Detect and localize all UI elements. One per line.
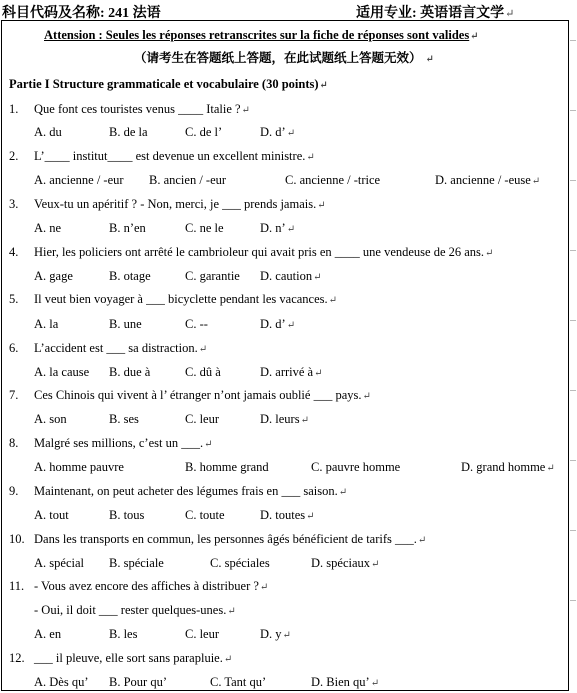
margin-tick: [570, 110, 576, 111]
question-text-content: Malgré ses millions, c’est un ___.: [34, 436, 204, 450]
margin-tick: [570, 250, 576, 251]
attention-chinese-text: （请考生在答题纸上答题，在此试题纸上答题无效）: [134, 51, 422, 65]
answer-option-text: B. une: [109, 317, 142, 331]
question-text: [34, 435, 212, 453]
question-text: [34, 291, 337, 309]
answer-option-text: B. Pour qu’: [109, 675, 167, 689]
answer-option-text: D. n’: [260, 221, 286, 235]
question-text: [34, 244, 493, 262]
question-text-content: ___ il pleuve, elle sort sans parapluie.: [34, 651, 223, 665]
return-mark: ↵: [485, 248, 494, 259]
answer-option: [260, 507, 315, 525]
answer-option: [311, 459, 400, 475]
return-mark: ↵: [300, 415, 309, 426]
answer-option-text: A. la cause: [34, 365, 90, 379]
question-text-content: Hier, les policiers ont arrêté le cambrioleur qui avait pris en ____ une vendeuse de 26 ans.: [34, 245, 485, 259]
answer-option-text: A. gage: [34, 269, 73, 283]
answer-option: [311, 555, 379, 573]
return-mark: ↵: [241, 105, 250, 116]
question-text: [34, 148, 315, 166]
answer-option-text: C. leur: [185, 412, 220, 426]
answer-option-text: C. dû à: [185, 365, 221, 379]
answer-option-text: A. son: [34, 412, 67, 426]
question-text-content: - Oui, il doit ___ rester quelques-unes.: [34, 603, 227, 617]
answer-option-text: D. grand homme: [461, 460, 546, 474]
answer-option-text: A. en: [34, 627, 62, 641]
attention-note-chinese: [134, 50, 434, 68]
question-text: [34, 602, 236, 620]
return-mark: ↵: [314, 368, 323, 379]
answer-option: [34, 220, 61, 236]
answer-option: [109, 555, 164, 571]
question-text-content: Ces Chinois qui vivent à l’ étranger n’ont jamais oublié ___ pays.: [34, 388, 362, 402]
answer-option: [149, 172, 226, 188]
question-text-content: Veux-tu un apéritif ? - Non, merci, je ___ prends jamais.: [34, 197, 317, 211]
margin-tick: [570, 530, 576, 531]
return-mark: ↵: [204, 439, 213, 450]
answer-option-text: B. due à: [109, 365, 151, 379]
margin-tick: [570, 460, 576, 461]
answer-option-text: C. pauvre homme: [311, 460, 401, 474]
question-text: [34, 483, 347, 501]
answer-option-text: D. ancienne / -euse: [435, 173, 531, 187]
question-number: 1.: [9, 102, 19, 116]
answer-option-text: A. ancienne / -eur: [34, 173, 124, 187]
answer-option-text: B. ancien / -eur: [149, 173, 227, 187]
return-mark: ↵: [259, 582, 269, 593]
question-text: [34, 340, 207, 358]
answer-option-text: D. spéciaux: [311, 556, 371, 570]
answer-option: [34, 674, 89, 690]
answer-option: [260, 364, 323, 382]
question-number: 4.: [9, 245, 19, 259]
answer-option-text: B. les: [109, 627, 138, 641]
question-number: 5.: [9, 292, 19, 306]
answer-option: [34, 555, 84, 571]
answer-option: [260, 124, 295, 142]
subject-code-title: 科目代码及名称: 241 法语: [2, 6, 161, 21]
answer-option-text: D. arrivé à: [260, 365, 314, 379]
answer-option: [34, 172, 124, 188]
attention-note: [44, 27, 479, 45]
answer-option: [109, 124, 148, 140]
answer-option-text: C. spéciales: [210, 556, 270, 570]
return-mark: ↵: [223, 654, 233, 665]
question-number: 11.: [9, 579, 25, 593]
answer-option: [109, 674, 167, 690]
answer-option: [34, 459, 124, 475]
question-text: [34, 578, 268, 596]
answer-option-text: B. tous: [109, 508, 145, 522]
answer-option: [210, 674, 266, 690]
answer-option-text: B. homme grand: [185, 460, 269, 474]
answer-option: [435, 172, 540, 190]
answer-option: [109, 626, 137, 642]
return-mark: ↵: [227, 606, 236, 617]
answer-option-text: D. d’: [260, 317, 286, 331]
question-text-content: L’____ institut____ est devenue un excellent ministre.: [34, 149, 306, 163]
answer-option-text: C. Tant qu’: [210, 675, 267, 689]
question-number: 7.: [9, 388, 19, 402]
answer-option-text: A. la: [34, 317, 59, 331]
answer-option: [109, 268, 151, 284]
answer-option: [185, 626, 219, 642]
return-mark: ↵: [362, 391, 371, 402]
answer-option: [34, 316, 58, 332]
question-text-content: Maintenant, on peut acheter des légumes frais en ___ saison.: [34, 484, 338, 498]
answer-option-text: A. du: [34, 125, 62, 139]
answer-option: [34, 268, 73, 284]
answer-option: [461, 459, 555, 477]
answer-option-text: D. leurs: [260, 412, 300, 426]
answer-option-text: A. Dès qu’: [34, 675, 89, 689]
return-mark: ↵: [470, 31, 479, 42]
answer-option: [109, 364, 150, 380]
answer-option-text: C. toute: [185, 508, 225, 522]
answer-option-text: B. ses: [109, 412, 139, 426]
return-mark: ↵: [282, 630, 291, 641]
return-mark: ↵: [306, 511, 315, 522]
return-mark: ↵: [306, 152, 315, 163]
answer-option: [185, 507, 225, 523]
answer-option: [109, 507, 144, 523]
answer-option-text: B. spéciale: [109, 556, 164, 570]
margin-tick: [570, 40, 576, 41]
applicable-major: [356, 2, 514, 22]
answer-option-text: C. ancienne / -trice: [285, 173, 381, 187]
applicable-major-text: 适用专业: 英语语言文学: [356, 6, 505, 21]
question-text: [34, 101, 250, 119]
answer-option-text: A. spécial: [34, 556, 84, 570]
answer-option: [260, 220, 295, 238]
question-number: 8.: [9, 436, 19, 450]
return-mark: ↵: [319, 80, 328, 91]
return-mark: ↵: [531, 176, 541, 187]
margin-tick: [570, 180, 576, 181]
answer-option: [185, 220, 224, 236]
answer-option: [34, 124, 62, 140]
answer-option: [185, 316, 208, 332]
question-text: [34, 387, 371, 405]
answer-option-text: A. ne: [34, 221, 62, 235]
question-text: [34, 531, 426, 549]
answer-option-text: D. d’: [260, 125, 286, 139]
answer-option-text: C. leur: [185, 627, 220, 641]
answer-option-text: A. tout: [34, 508, 69, 522]
return-mark: ↵: [417, 535, 427, 546]
answer-option-text: C. ne le: [185, 221, 224, 235]
answer-option: [260, 316, 295, 334]
question-text-content: Dans les transports en commun, les personnes âgés bénéficient de tarifs ___.: [34, 532, 417, 546]
answer-option-text: D. Bien qu’: [311, 675, 370, 689]
answer-option-text: C. garantie: [185, 269, 240, 283]
answer-option: [34, 411, 67, 427]
answer-option: [260, 268, 321, 286]
return-mark: ↵: [317, 200, 326, 211]
answer-option-text: A. homme pauvre: [34, 460, 124, 474]
section-title-text: Partie I Structure grammaticale et vocabulaire (30 points): [9, 77, 319, 91]
answer-option-text: B. de la: [109, 125, 148, 139]
return-mark: ↵: [371, 559, 380, 570]
answer-option: [34, 364, 89, 380]
return-mark: ↵: [286, 224, 296, 235]
return-mark: ↵: [370, 678, 380, 689]
answer-option: [210, 555, 270, 571]
return-mark: ↵: [505, 8, 515, 20]
question-text-content: L’accident est ___ sa distraction.: [34, 341, 198, 355]
return-mark: ↵: [425, 54, 435, 65]
return-mark: ↵: [198, 344, 208, 355]
answer-option-text: C. de l’: [185, 125, 223, 139]
answer-option: [260, 626, 291, 644]
exam-header: [0, 0, 577, 22]
return-mark: ↵: [286, 320, 296, 331]
answer-option: [185, 268, 240, 284]
answer-option: [34, 507, 69, 523]
answer-option-text: D. y: [260, 627, 282, 641]
question-number: 10.: [9, 532, 25, 546]
answer-option: [311, 674, 379, 692]
question-text: [34, 196, 326, 214]
question-number: 6.: [9, 341, 19, 355]
answer-option: [185, 364, 221, 380]
answer-option: [34, 626, 61, 642]
return-mark: ↵: [328, 295, 338, 306]
answer-option: [185, 411, 219, 427]
question-number: 3.: [9, 197, 19, 211]
answer-option: [185, 459, 269, 475]
answer-option: [185, 124, 222, 140]
answer-option: [109, 220, 146, 236]
margin-tick: [570, 320, 576, 321]
attention-text: Attension : Seules les réponses retranscrites sur la fiche de réponses sont valides: [44, 28, 470, 42]
answer-option: [260, 411, 309, 429]
answer-option: [285, 172, 380, 188]
return-mark: ↵: [286, 128, 296, 139]
question-text-content: Il veut bien voyager à ___ bicyclette pendant les vacances.: [34, 292, 328, 306]
section-title: [9, 76, 328, 94]
question-text: [34, 650, 232, 668]
return-mark: ↵: [313, 272, 322, 283]
answer-option-text: D. toutes: [260, 508, 306, 522]
return-mark: ↵: [338, 487, 348, 498]
margin-tick: [570, 390, 576, 391]
answer-option-text: D. caution: [260, 269, 313, 283]
return-mark: ↵: [546, 463, 555, 474]
margin-tick: [570, 600, 576, 601]
question-number: 12.: [9, 651, 25, 665]
answer-option-text: C. --: [185, 317, 208, 331]
answer-option-text: B. n’en: [109, 221, 146, 235]
question-number: 2.: [9, 149, 19, 163]
answer-option: [109, 411, 139, 427]
question-text-content: Que font ces touristes venus ____ Italie ?: [34, 102, 241, 116]
answer-option: [109, 316, 142, 332]
question-number: 9.: [9, 484, 19, 498]
answer-option-text: B. otage: [109, 269, 151, 283]
question-text-content: - Vous avez encore des affiches à distribuer ?: [34, 579, 259, 593]
